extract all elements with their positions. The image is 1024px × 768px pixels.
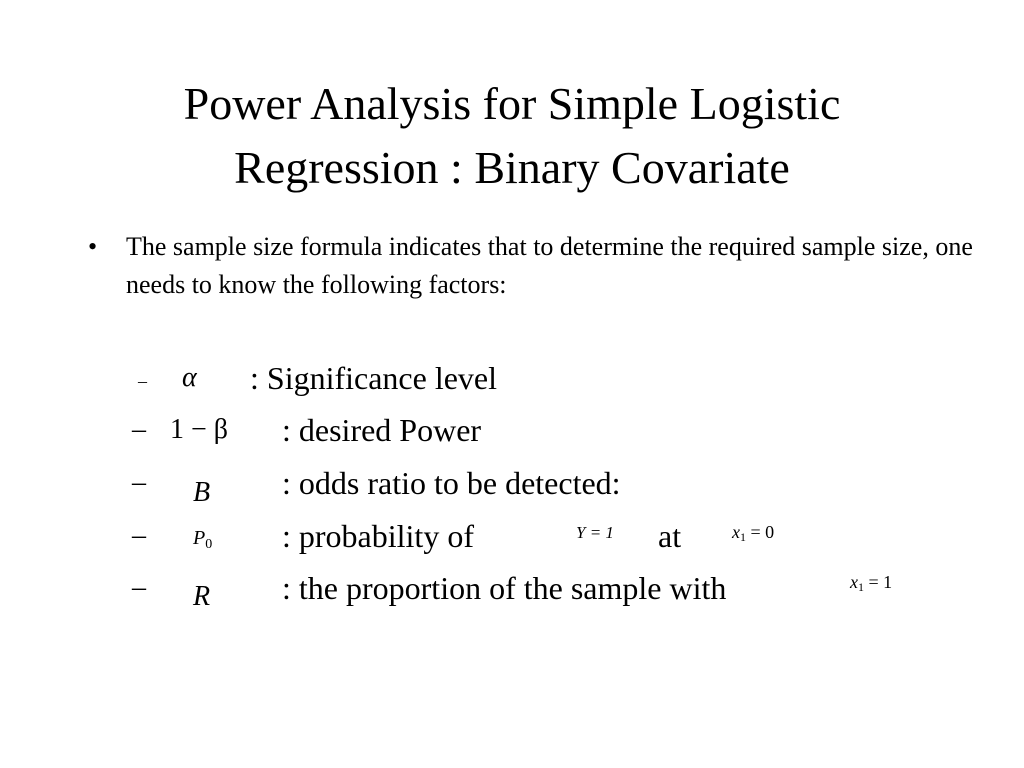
x-value: = 0 (746, 522, 775, 542)
x1-equals-0 (732, 522, 774, 547)
slide-title (0, 72, 1024, 200)
factor-power (0, 408, 1024, 452)
factor-description: : probability of (282, 518, 474, 554)
x-subscript: 1 (740, 530, 746, 544)
y-equals-1-text: Y = 1 (576, 523, 614, 542)
bullet-marker: • (88, 232, 98, 261)
dash-marker: – (132, 572, 146, 603)
factor-baseline-probability (0, 514, 1024, 558)
x-var: x (850, 572, 858, 592)
one-minus-beta-symbol: 1 − β (170, 414, 229, 445)
factor-alpha (0, 356, 1024, 400)
factor-description: : the proportion of the sample with (282, 570, 727, 606)
title-line-2: Regression : Binary Covariate (234, 142, 790, 193)
b-symbol: B (193, 477, 211, 508)
p0-symbol (193, 516, 212, 567)
title-line-1: Power Analysis for Simple Logistic (183, 78, 841, 129)
intro-bullet (88, 228, 1018, 304)
x-value: = 1 (864, 572, 893, 592)
p-letter: P (193, 527, 206, 549)
p-subscript: 0 (205, 537, 213, 552)
r-symbol: R (193, 581, 211, 612)
alpha-symbol: α (182, 362, 197, 393)
factor-description: : odds ratio to be detected: (282, 465, 621, 501)
dash-marker: – (132, 467, 146, 498)
x1-equals-1 (850, 572, 892, 597)
factor-odds-ratio (0, 461, 1024, 508)
connector-at: at (658, 518, 682, 554)
dash-marker: – (132, 520, 146, 551)
x-var: x (732, 522, 740, 542)
factor-proportion (0, 566, 1024, 610)
dash-marker: – (132, 414, 146, 445)
factor-description: : desired Power (282, 412, 482, 448)
y-equals-1 (576, 523, 614, 543)
factor-description: : Significance level (250, 360, 498, 396)
bullet-text: The sample size formula indicates that to determine the required sample size, one needs to know the following factors: (126, 232, 973, 299)
dash-marker: – (138, 371, 147, 391)
x-subscript: 1 (858, 580, 864, 594)
